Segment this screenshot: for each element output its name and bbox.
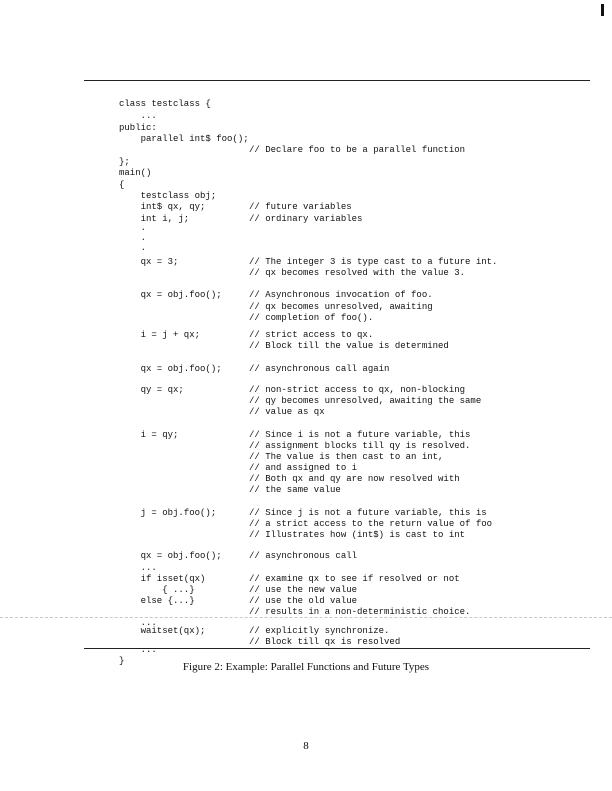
code-text: parallel int$ foo(); [119,134,249,144]
code-text: testclass obj; [119,191,217,201]
comment-text: // future variables [249,202,352,212]
code-text: if isset(qx) [119,574,206,584]
bottom-rule [84,648,590,649]
code-text: qy = qx; [119,385,184,395]
comment-text: // qx becomes unresolved, awaiting [249,302,433,312]
code-text: waitset(qx); [119,626,206,636]
code-text: i = j + qx; [119,330,201,340]
code-text: int i, j; [119,214,190,224]
comment-text: // use the new value [249,585,358,595]
figure-caption: Figure 2: Example: Parallel Functions and Future Types [182,661,430,673]
comment-text: // strict access to qx. [249,330,374,340]
comment-text: // the same value [249,485,341,495]
code-text: j = obj.foo(); [119,508,217,518]
comment-text: // explicitly synchronize. [249,626,390,636]
code-text: public: [119,123,157,133]
code-text: int$ qx, qy; [119,202,206,212]
code-text: class testclass { [119,99,211,109]
code-text: ... [119,645,157,655]
comment-text: // completion of foo(). [249,313,374,323]
code-text: } [119,656,125,666]
comment-text: // Block till qx is resolved [249,637,401,647]
comment-text: // Declare foo to be a parallel function [249,145,466,155]
comment-text: // Since i is not a future variable, this [249,430,471,440]
comment-text: // asynchronous call [249,551,358,561]
comment-text: // asynchronous call again [249,364,390,374]
comment-text: // value as qx [249,407,325,417]
code-text: . [119,233,147,243]
code-text: }; [119,157,130,167]
comment-text: // ordinary variables [249,214,363,224]
comment-text: // Asynchronous invocation of foo. [249,290,433,300]
comment-text: // results in a non-deterministic choice. [249,607,471,617]
code-text: . [119,243,147,253]
code-text: ... [119,563,157,573]
code-text: { [119,180,125,190]
code-text: qx = obj.foo(); [119,364,222,374]
comment-text: // non-strict access to qx, non-blocking [249,385,466,395]
comment-text: // qy becomes unresolved, awaiting the same [249,396,482,406]
comment-text: // The integer 3 is type cast to a future int. [249,257,498,267]
code-text: qx = obj.foo(); [119,290,222,300]
comment-text: // Both qx and qy are now resolved with [249,474,460,484]
comment-text: // Since j is not a future variable, this is [249,508,487,518]
code-text: ... [119,618,157,628]
code-text: else {...} [119,596,195,606]
code-text: i = qy; [119,430,179,440]
comment-text: // a strict access to the return value of foo [249,519,493,529]
comment-text: // The value is then cast to an int, [249,452,444,462]
comment-text: // qx becomes resolved with the value 3. [249,268,466,278]
page-number: 8 [303,740,309,752]
comment-text: // assignment blocks till qy is resolved. [249,441,471,451]
comment-text: // Illustrates how (int$) is cast to int [249,530,466,540]
comment-text: // Block till the value is determined [249,341,449,351]
code-text: qx = 3; [119,257,179,267]
code-text: { ...} [119,585,195,595]
code-text: . [119,223,147,233]
comment-text: // and assigned to i [249,463,358,473]
comment-text: // examine qx to see if resolved or not [249,574,460,584]
comment-text: // use the old value [249,596,358,606]
code-text: main() [119,168,152,178]
code-text: ... [119,111,157,121]
code-text: qx = obj.foo(); [119,551,222,561]
